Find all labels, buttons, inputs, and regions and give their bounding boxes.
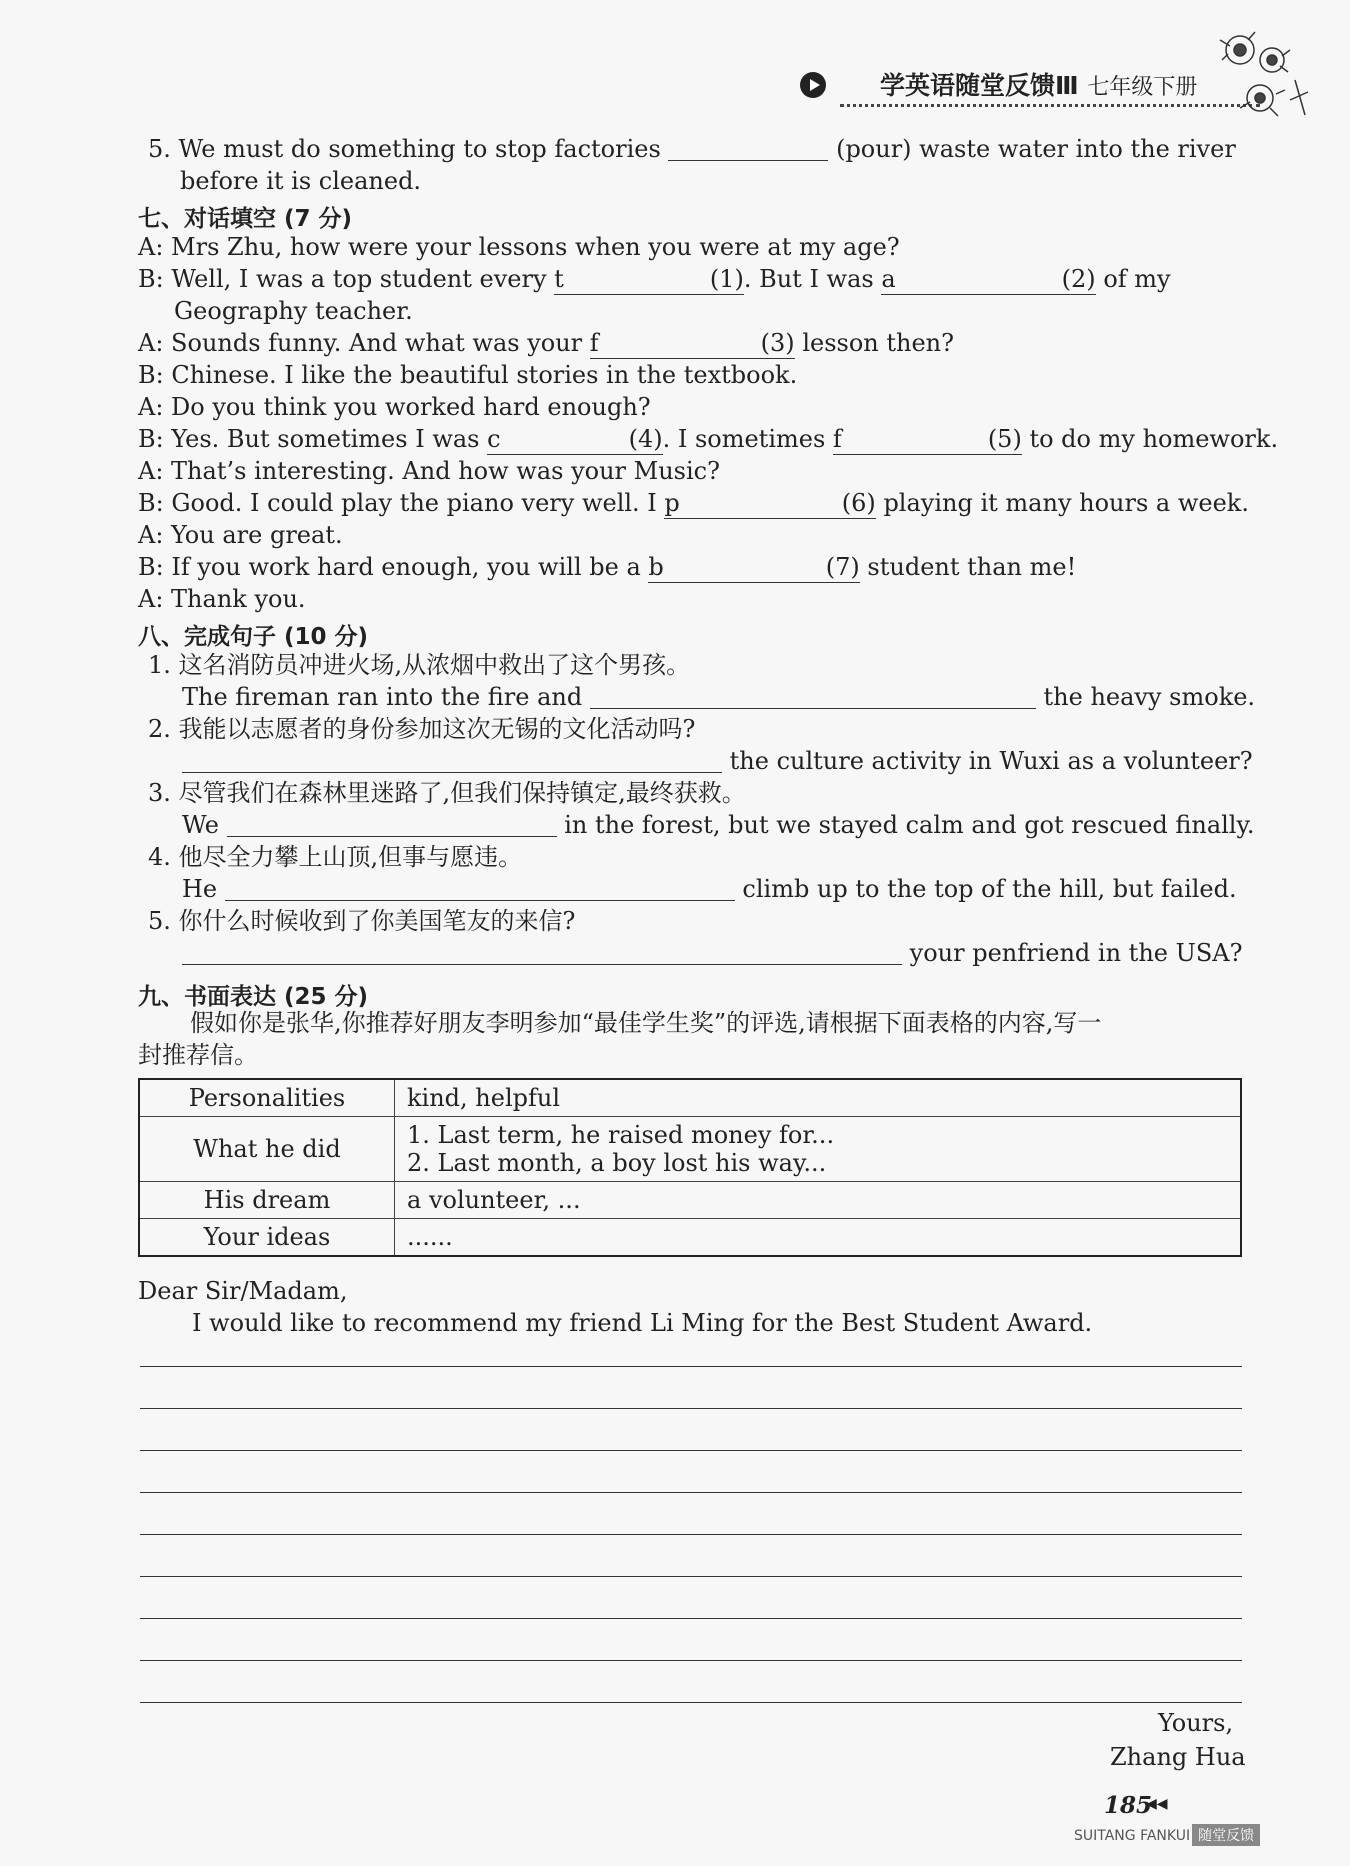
table-key: His dream [139, 1182, 395, 1219]
footer-badge: 随堂反馈 [1192, 1824, 1260, 1846]
sentence-5-blank[interactable] [182, 940, 902, 965]
table-value: kind, helpful [395, 1079, 1242, 1117]
table-value: a volunteer, ... [395, 1182, 1242, 1219]
sentence-2-english: the culture activity in Wuxi as a volunteer? [182, 746, 1253, 776]
sentence-3-blank[interactable] [227, 812, 557, 837]
dialogue-line: A: Sounds funny. And what was your f (3) lesson then? [138, 329, 954, 357]
writing-line[interactable] [140, 1408, 1242, 1409]
sunflower-decoration-icon [1200, 20, 1310, 130]
section8-title: 八、完成句子 (10 分) [138, 624, 369, 650]
table-key: Your ideas [139, 1219, 395, 1257]
sentence-1-blank[interactable] [590, 684, 1036, 709]
table-key: Personalities [139, 1079, 395, 1117]
letter-closing: Yours, [1158, 1709, 1234, 1737]
dialogue-line: A: Do you think you worked hard enough? [138, 393, 651, 421]
writing-line[interactable] [140, 1702, 1242, 1703]
letter-signature: Zhang Hua [1110, 1743, 1246, 1771]
dialogue-line: A: Thank you. [138, 585, 306, 613]
dialogue-blank-7[interactable]: b (7) [648, 553, 860, 581]
sentence-4-english: He climb up to the top of the hill, but failed. [182, 875, 1237, 903]
info-table [138, 1078, 1242, 1257]
sentence-2-blank[interactable] [182, 748, 722, 773]
sentence-4-blank[interactable] [225, 876, 735, 901]
sentence-1-english: The fireman ran into the fire and the heavy smoke. [182, 683, 1256, 711]
page-number: 185 [1104, 1792, 1153, 1819]
book-title: 学英语随堂反馈Ⅲ 七年级下册 [880, 71, 1198, 100]
letter-salutation: Dear Sir/Madam, [138, 1277, 348, 1305]
table-value: 1. Last term, he raised money for... 2. Last month, a boy lost his way... [395, 1117, 1242, 1182]
dialogue-blank-3[interactable]: f (3) [589, 329, 795, 357]
section7-title: 七、对话填空 (7 分) [138, 206, 353, 232]
q5-answer-blank[interactable] [668, 136, 828, 161]
back-arrows-icon: ◀◀ [1146, 1796, 1168, 1812]
table-row [139, 1182, 1241, 1219]
play-icon [800, 72, 826, 98]
writing-line[interactable] [140, 1576, 1242, 1577]
writing-line[interactable] [140, 1660, 1242, 1661]
dialogue-line: B: Well, I was a top student every t (1). But I was a (2) of my [138, 265, 1171, 293]
q5-line1: 5. We must do something to stop factories (pour) waste water into the river [148, 135, 1236, 163]
section9-title: 九、书面表达 (25 分) [138, 984, 369, 1010]
dialogue-line: Geography teacher. [174, 297, 413, 325]
dialogue-line: B: Good. I could play the piano very well. I p (6) playing it many hours a week. [138, 489, 1249, 517]
dialogue-line: A: You are great. [138, 521, 343, 549]
dialogue-blank-5[interactable]: f (5) [832, 425, 1022, 453]
dialogue-blank-1[interactable]: t (1) [554, 265, 744, 293]
header-dotted-rule [840, 104, 1260, 107]
sentence-3-english: We in the forest, but we stayed calm and got rescued finally. [182, 811, 1255, 839]
sentence-2-chinese: 2. 我能以志愿者的身份参加这次无锡的文化活动吗? [148, 715, 696, 743]
writing-line[interactable] [140, 1450, 1242, 1451]
dialogue-blank-6[interactable]: p (6) [664, 489, 876, 517]
dialogue-blank-4[interactable]: c (4) [487, 425, 663, 453]
writing-line[interactable] [140, 1366, 1242, 1367]
table-row [139, 1219, 1241, 1257]
table-value: ...... [395, 1219, 1242, 1257]
letter-opening: I would like to recommend my friend Li Ming for the Best Student Award. [192, 1309, 1093, 1337]
writing-line[interactable] [140, 1534, 1242, 1535]
sentence-4-chinese: 4. 他尽全力攀上山顶,但事与愿违。 [148, 843, 523, 871]
q5-line2: before it is cleaned. [180, 167, 422, 195]
sentence-5-chinese: 5. 你什么时候收到了你美国笔友的来信? [148, 907, 576, 935]
dialogue-blank-2[interactable]: a (2) [881, 265, 1096, 293]
dialogue-line: B: Yes. But sometimes I was c (4). I sometimes f (5) to do my homework. [138, 425, 1279, 453]
dialogue-line: A: That’s interesting. And how was your Music? [138, 457, 720, 485]
writing-line[interactable] [140, 1618, 1242, 1619]
dialogue-line: B: If you work hard enough, you will be a b (7) student than me! [138, 553, 1077, 581]
table-row [139, 1079, 1241, 1117]
writing-prompt: 假如你是张华,你推荐好朋友李明参加“最佳学生奖”的评选,请根据下面表格的内容,写一 [190, 1009, 1102, 1037]
footer-brand: SUITANG FANKUI 随堂反馈 [1074, 1824, 1260, 1846]
sentence-1-chinese: 1. 这名消防员冲进火场,从浓烟中救出了这个男孩。 [148, 651, 691, 679]
sentence-5-english: your penfriend in the USA? [182, 938, 1242, 968]
dialogue-line: B: Chinese. I like the beautiful stories in the textbook. [138, 361, 798, 389]
writing-line[interactable] [140, 1492, 1242, 1493]
sentence-3-chinese: 3. 尽管我们在森林里迷路了,但我们保持镇定,最终获救。 [148, 779, 746, 807]
table-row [139, 1117, 1241, 1182]
table-key: What he did [139, 1117, 395, 1182]
writing-prompt-cont: 封推荐信。 [138, 1041, 258, 1069]
dialogue-line: A: Mrs Zhu, how were your lessons when you were at my age? [138, 233, 900, 261]
grade-label: 七年级下册 [1087, 75, 1198, 100]
